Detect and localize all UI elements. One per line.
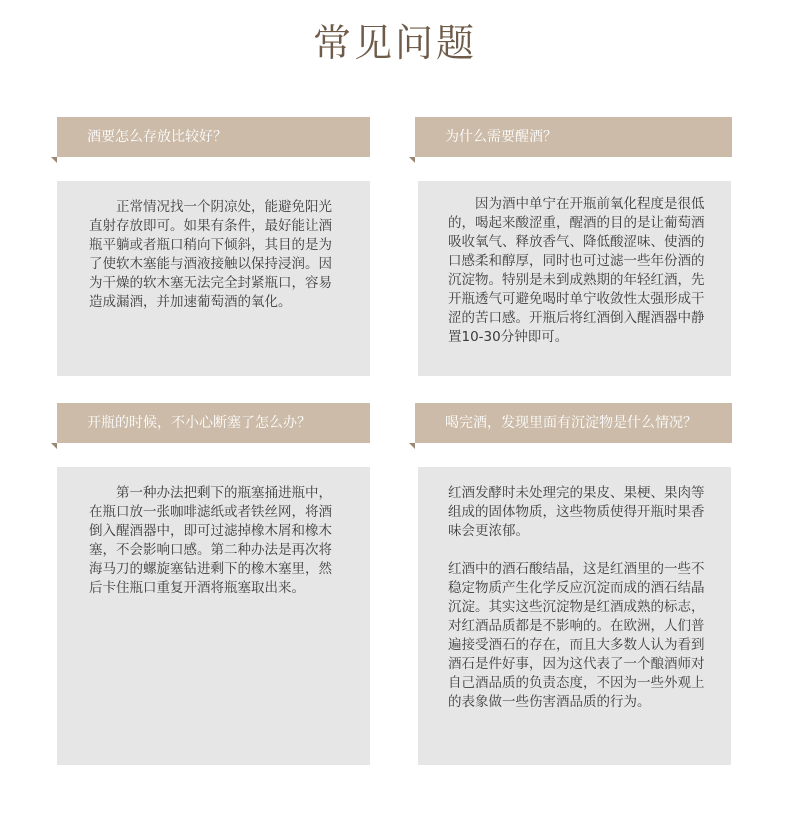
faq-question-3-text: 开瓶的时候，不小心断塞了怎么办？	[87, 415, 311, 431]
faq-answer-2-paragraph-1: 因为酒中单宁在开瓶前氧化程度是很低的，喝起来酸涩重，醒酒的目的是让葡萄酒吸收氧气、释放香气、降低酸涩味、使酒的口感柔和醇厚，同时也可过滤一些年份酒的沉淀物。特别是未到成熟期的年轻红酒，先开瓶透气可避免喝时单宁收敛性太强形成干涩的苦口感。开瓶后将红酒倒入醒酒器中静置10-30分钟即可。	[448, 196, 705, 345]
banner-fold-decoration	[409, 443, 415, 449]
page-title: 常见问题	[312, 21, 477, 65]
faq-answer-1-paragraph-1: 正常情况找一个阴凉处，能避免阳光直射存放即可。如果有条件，最好能让酒瓶平躺或者瓶口稍向下倾斜，其目的是为了使软木塞能与酒液接触以保持浸润。因为干燥的软木塞无法完全封紧瓶口，容易造成漏酒，并加速葡萄酒的氧化。	[89, 199, 332, 310]
banner-fold-decoration	[51, 157, 57, 163]
faq-question-2-text: 为什么需要醒酒？	[445, 129, 557, 145]
faq-answer-1	[57, 181, 370, 376]
faq-answer-4-paragraph-2: 红酒中的酒石酸结晶，这是红酒里的一些不稳定物质产生化学反应沉淀而成的酒石结晶沉淀。其实这些沉淀物是红酒成熟的标志，对红酒品质都是不影响的。在欧洲，人们普遍接受酒石的存在，而且大多数人认为看到酒石是件好事，因为这代表了一个酿酒师对自己酒品质的负责态度，不因为一些外观上的表象做一些伤害酒品质的行为。	[448, 561, 705, 710]
faq-answer-3-paragraph-1: 第一种办法把剩下的瓶塞捅进瓶中，在瓶口放一张咖啡滤纸或者铁丝网，将酒倒入醒酒器中，即可过滤掉橡木屑和橡木塞，不会影响口感。第二种办法是再次将海马刀的螺旋塞钻进剩下的橡木塞里，然后卡住瓶口重复开酒将瓶塞取出来。	[89, 485, 332, 596]
faq-question-1	[57, 117, 370, 157]
faq-answer-4-paragraph-1: 红酒发酵时未处理完的果皮、果梗、果肉等组成的固体物质，这些物质使得开瓶时果香味会更浓郁。	[448, 485, 705, 539]
faq-question-3	[57, 403, 370, 443]
faq-answer-4	[418, 467, 731, 765]
faq-question-4-text: 喝完酒，发现里面有沉淀物是什么情况？	[445, 415, 697, 431]
banner-fold-decoration	[409, 157, 415, 163]
faq-question-1-text: 酒要怎么存放比较好？	[87, 129, 227, 145]
banner-fold-decoration	[51, 443, 57, 449]
faq-question-4	[415, 403, 732, 443]
faq-answer-3	[57, 467, 370, 765]
faq-question-2	[415, 117, 732, 157]
faq-answer-2	[418, 181, 731, 376]
